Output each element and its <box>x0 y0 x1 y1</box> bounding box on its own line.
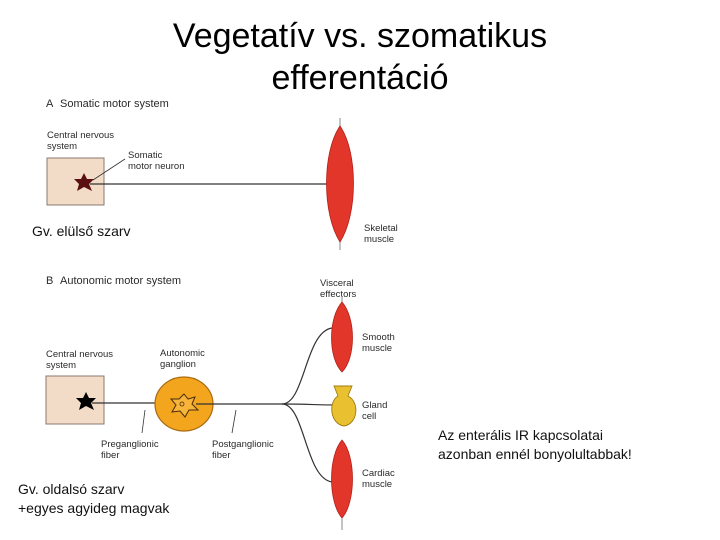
postganglionic-pointer <box>232 410 236 433</box>
somatic-section-label: Somatic motor system <box>60 98 169 110</box>
autonomic-cns-box <box>46 376 104 424</box>
skeletal-muscle-label-2: muscle <box>364 234 395 245</box>
autonomic-section-label: Autonomic motor system <box>60 275 182 287</box>
preganglionic-label-1: Preganglionic <box>101 439 159 450</box>
autonomic-ganglion-label-1: Autonomic <box>160 348 205 359</box>
somatic-neuron-label-1: Somatic <box>128 150 163 161</box>
enteric-note: Az enterális IR kapcsolatai azonban ennél bonyolultabbak! <box>438 427 632 462</box>
branch-to-cardiac-muscle <box>282 404 332 482</box>
page-title-line-2: efferentáció <box>271 59 449 97</box>
smooth-muscle-label-2: muscle <box>362 343 393 354</box>
somatic-cns-label-2: system <box>47 141 78 152</box>
anterior-horn-note: Gv. elülső szarv <box>32 223 131 239</box>
skeletal-muscle <box>327 126 354 242</box>
somatic-cns-box <box>47 158 104 205</box>
smooth-muscle-label-1: Smooth <box>362 332 395 343</box>
autonomic-cns-label-1: Central nervous <box>46 349 114 360</box>
cardiac-muscle <box>332 440 353 518</box>
page-title-line-1: Vegetatív vs. szomatikus <box>172 17 548 55</box>
autonomic-ganglion-label-2: ganglion <box>160 359 196 370</box>
skeletal-muscle-label-1: Skeletal <box>364 223 398 234</box>
cardiac-muscle-label-2: muscle <box>362 479 393 490</box>
smooth-muscle <box>332 302 353 372</box>
autonomic-section-letter: B <box>46 275 54 287</box>
cardiac-muscle-label-1: Cardiac <box>362 468 395 479</box>
gland-cell-label-1: Gland <box>362 400 388 411</box>
visceral-effectors-label-1: Visceral <box>320 278 354 289</box>
gland-cell-label-2: cell <box>362 411 377 422</box>
somatic-neuron-label-2: motor neuron <box>128 161 185 172</box>
somatic-cns-label-1: Central nervous <box>47 130 115 141</box>
autonomic-cns-label-2: system <box>46 360 77 371</box>
branch-to-smooth-muscle <box>282 328 332 404</box>
postganglionic-label-1: Postganglionic <box>212 439 274 450</box>
preganglionic-label-2: fiber <box>101 450 120 461</box>
postganglionic-label-2: fiber <box>212 450 231 461</box>
branch-to-gland <box>282 404 338 405</box>
preganglionic-pointer <box>142 410 145 433</box>
lateral-horn-note: Gv. oldalsó szarv +egyes agyideg magvak <box>18 481 170 516</box>
gland-cell <box>332 386 356 426</box>
visceral-effectors-label-2: effectors <box>320 289 357 300</box>
somatic-section-letter: A <box>46 98 54 110</box>
